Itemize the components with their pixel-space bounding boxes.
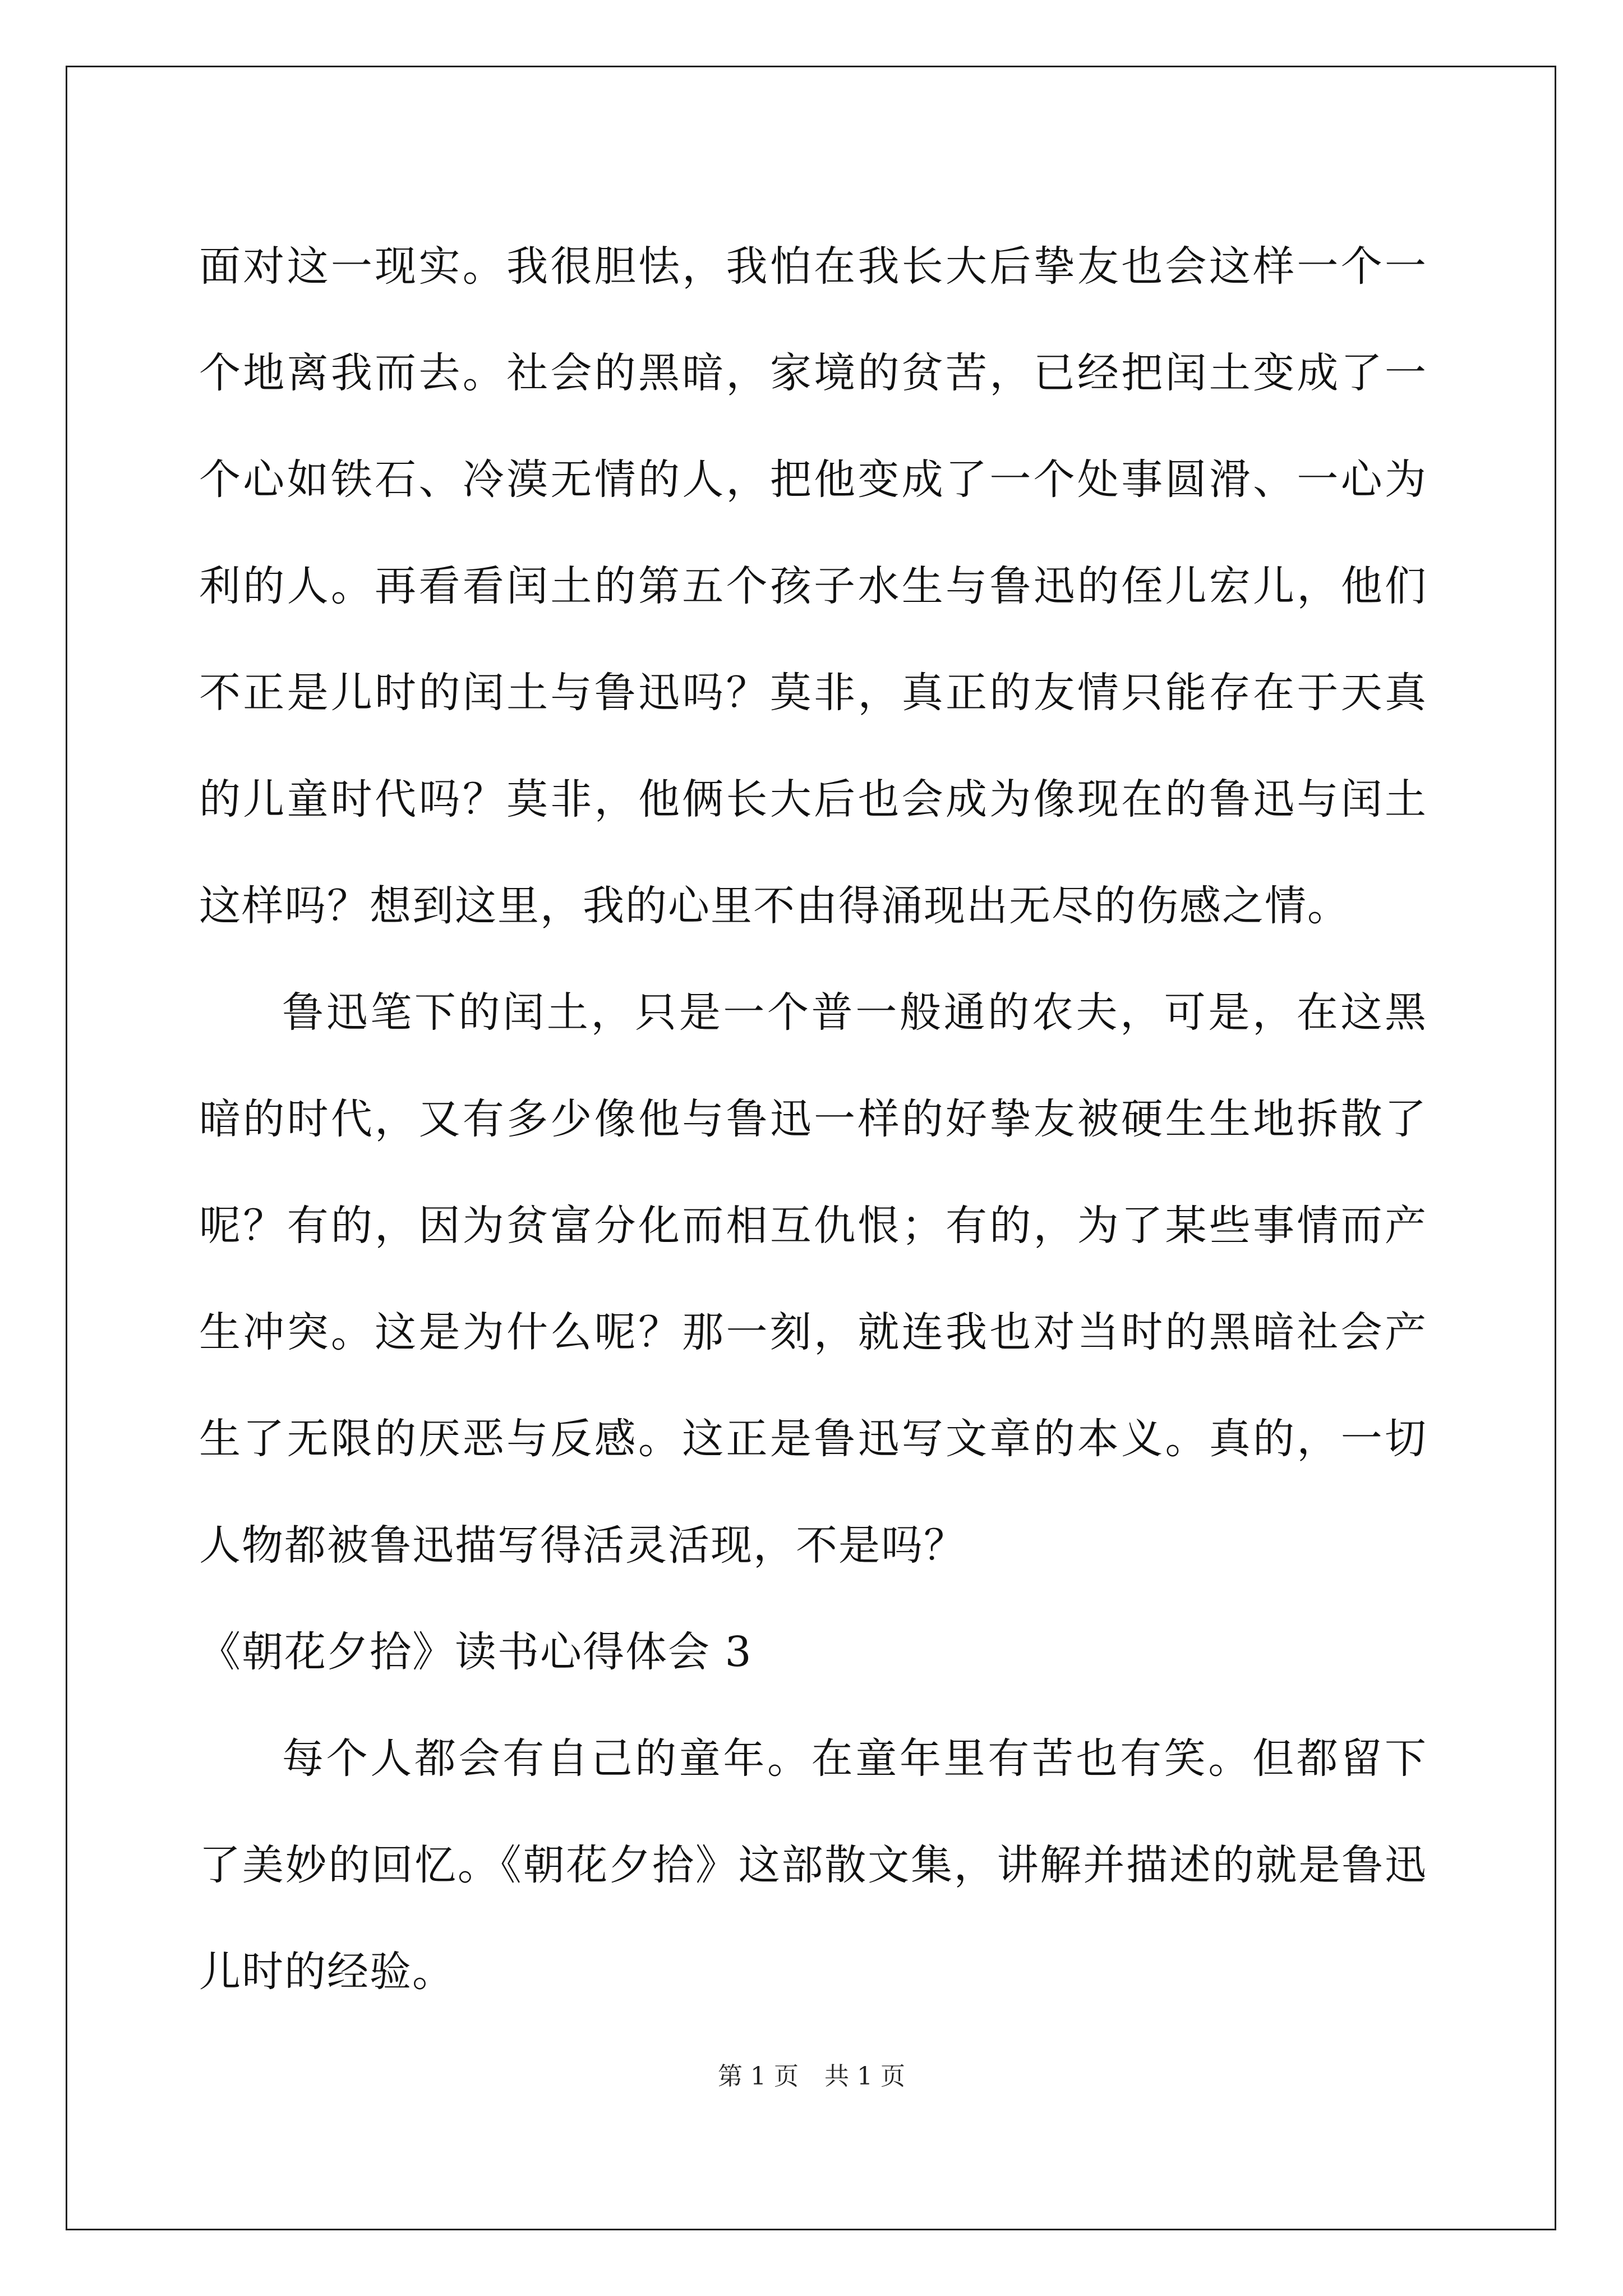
paragraph-runtu: 鲁迅笔下的闰土，只是一个普一般通的农夫，可是，在这黑暗的时代，又有多少像他与鲁迅一样的好挚友被硬生生地拆散了呢？有的，因为贫富分化而相互仇恨；有的，为了某些事情而产生冲突。这是为什么呢？那一刻，就连我也对当时的黑暗社会产生了无限的厌恶与反感。这正是鲁迅写文章的本义。真的，一切人物都被鲁迅描写得活灵活现，不是吗？ <box>199 988 1427 1570</box>
page-total: 共 1 页 <box>824 2062 905 2091</box>
paragraph-continuation: 面对这一现实。我很胆怯，我怕在我长大后挚友也会这样一个一个地离我而去。社会的黑暗，家境的贫苦，已经把闰土变成了一个心如铁石、冷漠无情的人，把他变成了一个处事圆滑、一心为利的人。再看看闰土的第五个孩子水生与鲁迅的侄儿宏儿，他们不正是儿时的闰土与鲁迅吗？莫非，真正的友情只能存在于天真的儿童时代吗？莫非，他俩长大后也会成为像现在的鲁迅与闰土这样吗？想到这里，我的心里不由得涌现出无尽的伤感之情。 <box>199 242 1427 930</box>
document-body <box>199 213 1427 2025</box>
page-number: 第 1 页 <box>718 2062 799 2091</box>
page-footer <box>0 2056 1623 2092</box>
section-heading: 《朝花夕拾》读书心得体会 3 <box>199 1628 753 1676</box>
paragraph-childhood: 每个人都会有自己的童年。在童年里有苦也有笑。但都留下了美妙的回忆。《朝花夕拾》这部散文集，讲解并描述的就是鲁迅儿时的经验。 <box>199 1734 1427 1996</box>
